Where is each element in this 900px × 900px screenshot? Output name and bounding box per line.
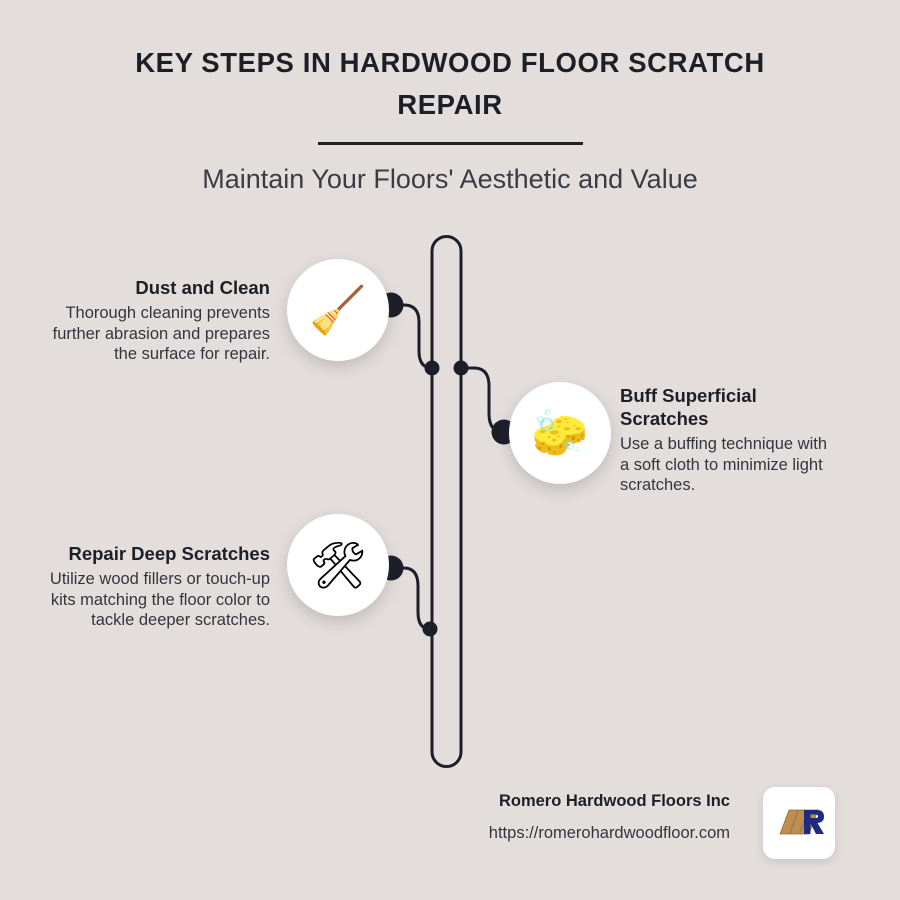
page-subtitle: Maintain Your Floors' Aesthetic and Value xyxy=(202,164,698,194)
step-block-dust-and-clean xyxy=(38,276,270,365)
node-dot-buff-small xyxy=(454,361,469,376)
branch-path-repair xyxy=(391,568,430,629)
footer-text-block xyxy=(410,790,730,844)
branch-path-buff xyxy=(461,368,504,432)
step-description-buff-superficial-scratches: Use a buffing technique with a soft cloth to minimize light scratches. xyxy=(620,435,827,494)
branch-path-dust xyxy=(391,305,432,368)
title-divider xyxy=(318,142,583,145)
step-title-dust-and-clean: Dust and Clean xyxy=(135,277,270,298)
website-url[interactable]: https://romerohardwoodfloor.com xyxy=(488,824,730,842)
step-icon-bubble-buff-superficial-scratches xyxy=(509,382,611,484)
step-block-buff-superficial-scratches xyxy=(620,384,835,496)
node-dot-repair-small xyxy=(423,622,438,637)
company-logo-icon xyxy=(771,803,827,843)
step-description-dust-and-clean: Thorough cleaning prevents further abrasion and prepares the surface for repair. xyxy=(52,304,270,363)
company-name: Romero Hardwood Floors Inc xyxy=(498,792,730,810)
step-icon-bubble-dust-and-clean xyxy=(287,259,389,361)
step-title-buff-superficial-scratches: Buff Superficial Scratches xyxy=(620,385,757,429)
step-icon-bubble-repair-deep-scratches xyxy=(287,514,389,616)
step-description-repair-deep-scratches: Utilize wood fillers or touch-up kits matching the floor color to tackle deeper scratches. xyxy=(49,570,270,629)
footer xyxy=(400,790,860,860)
header xyxy=(0,42,900,196)
page-title: KEY STEPS IN HARDWOOD FLOOR SCRATCH REPAIR xyxy=(135,47,765,120)
logo-card xyxy=(763,787,835,859)
main-rail-path xyxy=(432,237,461,767)
step-block-repair-deep-scratches xyxy=(38,542,270,631)
node-dot-dust-small xyxy=(425,361,440,376)
sponge-icon: 🧽 xyxy=(531,407,589,459)
step-title-repair-deep-scratches: Repair Deep Scratches xyxy=(68,543,270,564)
hammer-and-wrench-icon: 🛠 xyxy=(308,539,368,591)
broom-icon: 🧹 xyxy=(309,284,367,336)
